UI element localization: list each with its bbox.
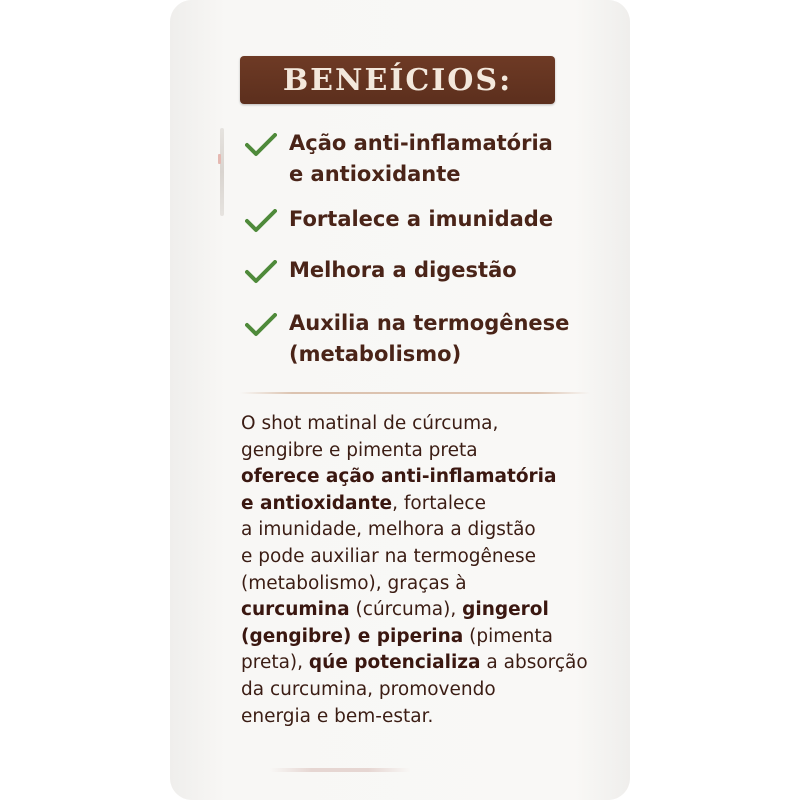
benefits-title-banner (240, 56, 555, 104)
benefit-item (245, 255, 605, 286)
description-line: da curcumina, promovendo (241, 678, 496, 700)
check-icon (245, 133, 277, 157)
description-line (241, 624, 601, 651)
description-line: energia e bem-estar. (241, 705, 434, 727)
description-bold: oferece ação anti-inflamatória (241, 466, 557, 488)
description-bold: curcumina (241, 599, 350, 621)
description-text: (pimenta (463, 625, 553, 647)
description-line: (metabolismo), graças à (241, 572, 467, 594)
benefit-line: (metabolismo) (289, 342, 462, 366)
benefit-item (245, 128, 605, 190)
description-paragraph (241, 411, 601, 730)
check-icon (245, 260, 277, 284)
description-text: a absorção (480, 652, 588, 674)
description-bold: e antioxidante (241, 492, 393, 514)
benefit-line: Melhora a digestão (289, 258, 517, 282)
description-line: a imunidade, melhora a digstão (241, 519, 536, 541)
benefit-item (245, 308, 605, 370)
package-edge-mark (220, 128, 224, 216)
description-bold: (gengibre) e piperina (241, 625, 464, 647)
description-line: gengibre e pimenta preta (241, 439, 478, 461)
description-line (241, 597, 601, 624)
benefits-title: BENEÍCIOS: (282, 62, 513, 98)
description-text: , fortalece (392, 492, 486, 514)
benefit-line: e antioxidante (289, 162, 461, 186)
label-card (170, 0, 630, 800)
description-text: preta), (241, 652, 309, 674)
description-line (241, 650, 601, 677)
benefits-list (245, 128, 605, 386)
description-bold: qúe potencializa (308, 652, 481, 674)
check-icon (245, 313, 277, 337)
check-icon (245, 209, 277, 233)
description-line: O shot matinal de cúrcuma, (241, 413, 499, 434)
bottom-edge-strip (270, 768, 410, 772)
description-line (241, 491, 601, 518)
benefit-item (245, 204, 605, 235)
benefit-line: Auxilia na termogênese (289, 311, 570, 335)
benefit-line: Fortalece a imunidade (289, 207, 554, 231)
description-text: (cúrcuma), (349, 599, 463, 621)
section-divider (240, 392, 590, 394)
description-bold: gingerol (462, 599, 549, 621)
description-line: e pode auxiliar na termogênese (241, 545, 537, 567)
description-line (241, 464, 601, 491)
benefit-line: Ação anti-inflamatória (289, 131, 553, 155)
